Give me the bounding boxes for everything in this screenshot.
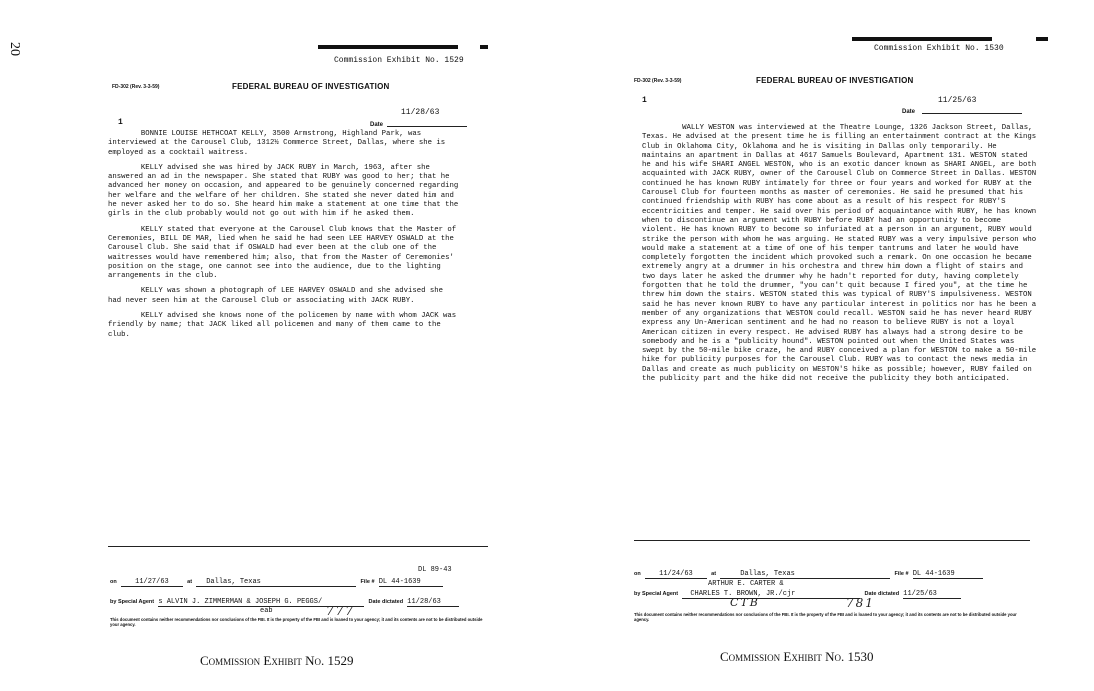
at-label: at bbox=[187, 579, 193, 585]
header-bar bbox=[852, 37, 992, 41]
dictated-date: 11/25/63 bbox=[903, 590, 961, 599]
file-number: DL 44-1639 bbox=[379, 578, 443, 587]
agent-names: s ALVIN J. ZIMMERMAN & JOSEPH G. PEGGS/ bbox=[158, 598, 364, 607]
date-line bbox=[387, 126, 467, 127]
footer-separator bbox=[108, 546, 488, 547]
disclaimer: This document contains neither recommendations nor conclusions of the FBI. It is the property of the FBI and is loaned to your agency; it and its contents are not to be distributed outside your agency. bbox=[634, 612, 1017, 622]
report-body bbox=[642, 124, 1038, 390]
exhibit-caption: Commission Exhibit No. 1530 bbox=[720, 649, 874, 664]
agent-label: by Special Agent bbox=[634, 591, 679, 597]
agent-label: by Special Agent bbox=[110, 599, 155, 605]
handwritten-number: 781 bbox=[846, 596, 875, 610]
dictated-label: Date dictated bbox=[864, 591, 900, 597]
form-number: FD-302 (Rev. 3-3-59) bbox=[634, 78, 682, 84]
interview-location: Dallas, Texas bbox=[720, 570, 890, 579]
paragraph: KELLY advised she was hired by JACK RUBY in March, 1963, after she answered an ad in the newspaper. She stated that RUBY was good to her; that he advanced her money on occasion, and appeared to be genuinely concerned regarding her welfare and the welfare of her children. She stated she never dated him and he never asked her to do so. She heard him make a statement at one time that the girls in the club probably would not go out with him if he asked them. bbox=[108, 163, 459, 219]
at-label: at bbox=[711, 571, 717, 577]
on-label: on bbox=[110, 579, 117, 585]
header-bar-end bbox=[1036, 37, 1048, 41]
interview-date: 11/24/63 bbox=[645, 570, 707, 579]
file-label: File # bbox=[894, 571, 909, 577]
page-number: 20 bbox=[7, 42, 22, 56]
date-value: 11/28/63 bbox=[401, 108, 440, 117]
file-stamp: DL 89-43 bbox=[418, 566, 452, 574]
page-mark: 1 bbox=[642, 96, 647, 105]
paragraph: BONNIE LOUISE HETHCOAT KELLY, 3500 Armstrong, Highland Park, was interviewed at the Carousel Club, 1312½ Commerce Street, Dallas, where she is employed as a cocktail waitress. bbox=[108, 130, 446, 157]
exhibit-header: Commission Exhibit No. 1529 bbox=[334, 56, 464, 65]
handwritten-initials: CTB bbox=[730, 596, 760, 609]
page-mark: 1 bbox=[118, 118, 123, 127]
agent-line bbox=[110, 598, 459, 607]
form-number: FD-302 (Rev. 3-3-59) bbox=[112, 84, 160, 90]
bureau-title: FEDERAL BUREAU OF INVESTIGATION bbox=[756, 76, 914, 85]
file-number: DL 44-1639 bbox=[913, 570, 983, 579]
paragraph: KELLY advised she knows none of the policemen by name with whom JACK was friendly by name; that JACK liked all policemen and many of them came to the club. bbox=[108, 312, 457, 339]
header-bar-end bbox=[480, 45, 488, 49]
disclaimer: This document contains neither recommendations nor conclusions of the FBI. It is the property of the FBI and is loaned to your agency; it and its contents are not to be distributed outside your agency. bbox=[110, 617, 483, 627]
footer-separator bbox=[634, 540, 1030, 541]
agent-line bbox=[634, 590, 961, 599]
interview-date: 11/27/63 bbox=[121, 578, 183, 587]
interview-line bbox=[110, 578, 443, 587]
on-label: on bbox=[634, 571, 641, 577]
interview-location: Dallas, Texas bbox=[196, 578, 356, 587]
header-bar bbox=[318, 45, 458, 49]
date-value: 11/25/63 bbox=[938, 96, 977, 105]
dictated-label: Date dictated bbox=[368, 599, 404, 605]
handwritten-number: 777 bbox=[326, 604, 355, 618]
date-line bbox=[922, 113, 1022, 114]
paragraph: KELLY was shown a photograph of LEE HARVEY OSWALD and she advised she had never seen him at the Carousel Club or associating with JACK RUBY. bbox=[108, 287, 443, 305]
file-label: File # bbox=[360, 579, 375, 585]
date-label: Date bbox=[370, 122, 384, 128]
agent-names: CHARLES T. BROWN, JR./cjr bbox=[682, 590, 860, 599]
bureau-title: FEDERAL BUREAU OF INVESTIGATION bbox=[232, 82, 390, 91]
interview-line bbox=[634, 570, 983, 579]
dictated-date: 11/28/63 bbox=[407, 598, 459, 607]
agent-names-line1: ARTHUR E. CARTER & bbox=[708, 580, 784, 588]
report-body bbox=[108, 130, 460, 346]
date-label: Date bbox=[902, 109, 916, 115]
paragraph: KELLY stated that everyone at the Carousel Club knows that the Master of Ceremonies, BILL DE MAR, lied when he said he had seen LEE HARVEY OSWALD at the Carousel Club. She said that if OSWALD had ever been at the club one of the waitresses would have remembered him; also, that from the Master of Ceremonies' position on the stage, one cannot see into the audience, due to the lighting arrangements in the club. bbox=[108, 225, 457, 281]
typist-initials: eab bbox=[260, 607, 273, 615]
exhibit-caption: Commission Exhibit No. 1529 bbox=[200, 653, 354, 668]
paragraph: WALLY WESTON was interviewed at the Theatre Lounge, 1326 Jackson Street, Dallas, Texas. He advised at the present time he is filling an entertainment contract at the Kings Club in Oklahoma City, Oklahoma and he is visiting in Dallas only temporarily. He maintains an apartment in Dallas at 4617 Samuels Boulevard, Apartment 131. WESTON stated he and his wife SHARI ANGEL WESTON, who is an exotic dancer known as SHARI ANGEL, are both acquainted with JACK RUBY, owner of the Carousel Club on Commerce Street in Dallas. WESTON continued he has known RUBY intimately for three or four years and worked for RUBY at the Carousel Club for fourteen months as master of ceremonies. He said he presumed that his continued friendship with RUBY has come about as a result of his respect for RUBY'S eccentricities and temper. He said over his period of acquaintance with RUBY, he has known when to discontinue an argument with RUBY before RUBY had an opportunity to become violent. He has known RUBY to become so infuriated at a person in an argument, RUBY would strike the person with whom he was arguing. He stated RUBY was a very impulsive person who would make a statement at a time of one of his temper tantrums and later he would have completely forgotten the incident which provoked such a remark. On one occasion he became extremely angry at a drummer in his orchestra and threw him down a flight of stairs and two days later he asked the drummer why he hadn't reported for duty, having completely forgotten that he told the drummer, "you can't quit because I fired you", at the time he threw him down the stairs. WESTON stated this was typical of RUBY'S impulsiveness. WESTON said he has never known RUBY to have any particular interest in politics nor has he been a member of any organizations that WESTON could recall. WESTON said he has never heard RUBY express any Un-American sentiment and he had no reason to believe RUBY is not a loyal American citizen in every respect. He advised RUBY has always had a strong desire to be somebody and he is a "publicity hound". WESTON pointed out when the United States was swept by the 50-mile bike craze, he and RUBY conceived a plan for WESTON to make a 50-mile hike for publicity purposes for the Carousel Club. RUBY was to contact the news media in Dallas and create as much publicity on WESTON'S hike as possible; however, RUBY failed on the publicity part and the hike did not receive the publicity they both anticipated. bbox=[642, 124, 1037, 384]
exhibit-header: Commission Exhibit No. 1530 bbox=[874, 44, 1004, 53]
